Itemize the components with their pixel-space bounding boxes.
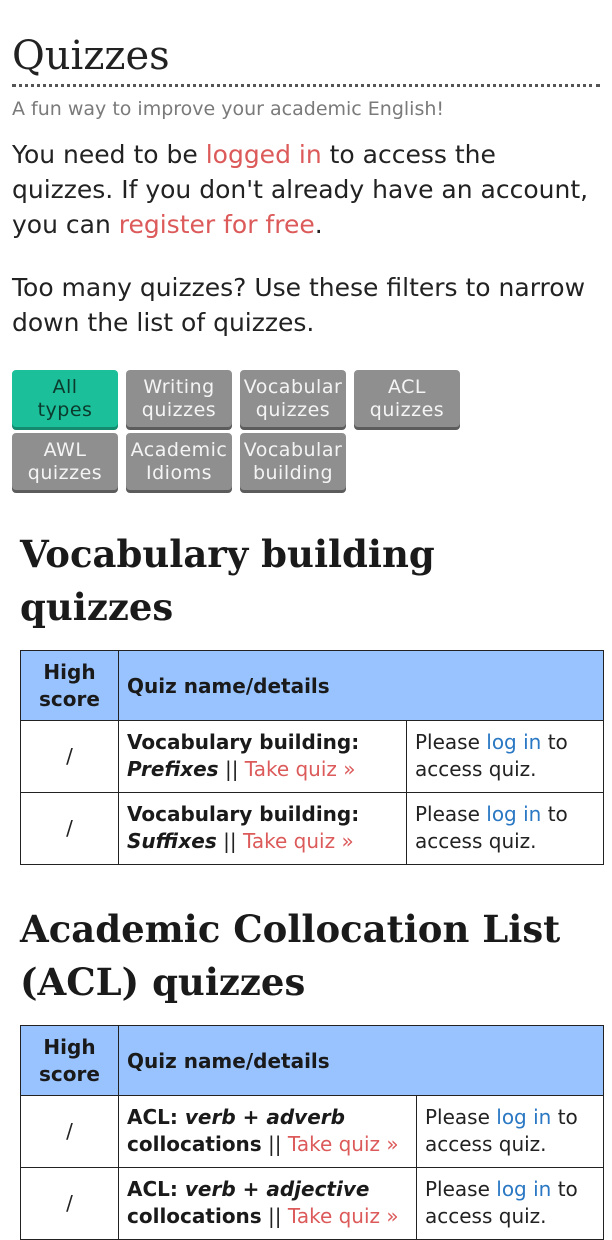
filter-label-line1: ACL [387, 375, 426, 398]
quiz-category: Vocabulary building: [127, 802, 360, 826]
filters-intro: Too many quizzes? Use these filters to narrow down the list of quizzes. [12, 273, 586, 337]
filter-label-line2: Idioms [146, 461, 212, 484]
filter-button-writing[interactable] [126, 370, 232, 427]
quiz-name-cell [119, 721, 407, 793]
filter-label-line2: building [252, 461, 334, 484]
high-score-cell: / [21, 1168, 119, 1240]
filter-button-group [12, 370, 572, 490]
take-quiz-link[interactable]: Take quiz » [287, 1204, 399, 1228]
high-score-header [21, 651, 119, 721]
log-in-link[interactable]: log in [496, 1105, 552, 1129]
filter-label-line1: All [52, 375, 78, 398]
quiz-topic: Prefixes [127, 757, 219, 781]
table-row [21, 793, 604, 865]
high-score-header-line1: High [43, 1034, 96, 1059]
take-quiz-link[interactable]: Take quiz » [287, 1132, 399, 1156]
quiz-name-cell [119, 1096, 417, 1168]
high-score-header [21, 1026, 119, 1096]
filter-label-line1: AWL [43, 438, 87, 461]
access-text-1: Please [425, 1105, 497, 1129]
login-notice-text-2: to access the quizzes. If you don't already have an account, you can [12, 140, 589, 239]
high-score-header-line1: High [43, 659, 96, 684]
filter-label-line2: quizzes [27, 461, 103, 484]
access-text-1: Please [415, 730, 487, 754]
log-in-link[interactable]: log in [496, 1177, 552, 1201]
table-row [21, 1096, 604, 1168]
high-score-cell: / [21, 793, 119, 865]
quiz-suffix: collocations [127, 1204, 262, 1228]
separator: || [261, 1132, 288, 1156]
access-text-1: Please [415, 802, 487, 826]
access-text-2: to access quiz. [425, 1105, 578, 1156]
log-in-link[interactable]: log in [486, 730, 542, 754]
filter-label-line2: types [37, 398, 93, 421]
quiz-topic: verb + adverb [184, 1105, 345, 1129]
section-heading-acl: Academic Collocation List (ACL) quizzes [20, 907, 561, 1004]
quiz-suffix: collocations [127, 1132, 262, 1156]
filter-button-awl[interactable] [12, 433, 118, 490]
filter-label-line2: quizzes [369, 398, 445, 421]
high-score-header-line2: score [39, 1061, 100, 1086]
separator: || [216, 829, 243, 853]
access-text-2: to access quiz. [415, 730, 568, 781]
quiz-name-header: Quiz name/details [119, 1026, 604, 1096]
access-cell [407, 721, 604, 793]
filter-label-line1: Vocabular [243, 438, 343, 461]
filter-label-line1: Writing [143, 375, 215, 398]
quiz-table-acl [20, 1025, 604, 1240]
quiz-name-header: Quiz name/details [119, 651, 604, 721]
filter-label-line1: Academic [130, 438, 228, 461]
access-cell [417, 1096, 604, 1168]
table-header-row [21, 1026, 604, 1096]
login-notice-text-1: You need to be [12, 140, 206, 169]
register-link[interactable]: register for free [118, 210, 315, 239]
filter-button-acl[interactable] [354, 370, 460, 427]
separator: || [261, 1204, 288, 1228]
access-cell [407, 793, 604, 865]
table-row [21, 1168, 604, 1240]
section-heading-vocabulary-building: Vocabulary building quizzes [20, 532, 435, 629]
quiz-name-cell [119, 793, 407, 865]
log-in-link[interactable]: log in [486, 802, 542, 826]
separator: || [218, 757, 245, 781]
quiz-table-vocabulary-building [20, 650, 604, 865]
quiz-topic: verb + adjective [184, 1177, 370, 1201]
quiz-topic: Suffixes [127, 829, 217, 853]
quiz-category: ACL: [127, 1177, 185, 1201]
page-subtitle: A fun way to improve your academic English! [12, 98, 445, 120]
access-text-2: to access quiz. [425, 1177, 578, 1228]
page-title: Quizzes [12, 33, 170, 79]
login-notice-text-3: . [314, 210, 323, 239]
filter-button-all-types[interactable] [12, 370, 118, 427]
table-row [21, 721, 604, 793]
table-header-row [21, 651, 604, 721]
high-score-cell: / [21, 721, 119, 793]
title-divider [12, 84, 600, 87]
take-quiz-link[interactable]: Take quiz » [242, 829, 354, 853]
filter-label-line2: quizzes [141, 398, 217, 421]
filter-button-vocabulary[interactable] [240, 370, 346, 427]
high-score-cell: / [21, 1096, 119, 1168]
quiz-name-cell [119, 1168, 417, 1240]
filter-label-line2: quizzes [255, 398, 331, 421]
take-quiz-link[interactable]: Take quiz » [244, 757, 356, 781]
quiz-category: Vocabulary building: [127, 730, 360, 754]
filter-button-academic-idioms[interactable] [126, 433, 232, 490]
access-cell [417, 1168, 604, 1240]
quiz-category: ACL: [127, 1105, 185, 1129]
access-text-2: to access quiz. [415, 802, 568, 853]
access-text-1: Please [425, 1177, 497, 1201]
filter-button-vocabulary-building[interactable] [240, 433, 346, 490]
login-notice [12, 137, 600, 242]
high-score-header-line2: score [39, 686, 100, 711]
filter-label-line1: Vocabular [243, 375, 343, 398]
logged-in-link[interactable]: logged in [205, 140, 322, 169]
